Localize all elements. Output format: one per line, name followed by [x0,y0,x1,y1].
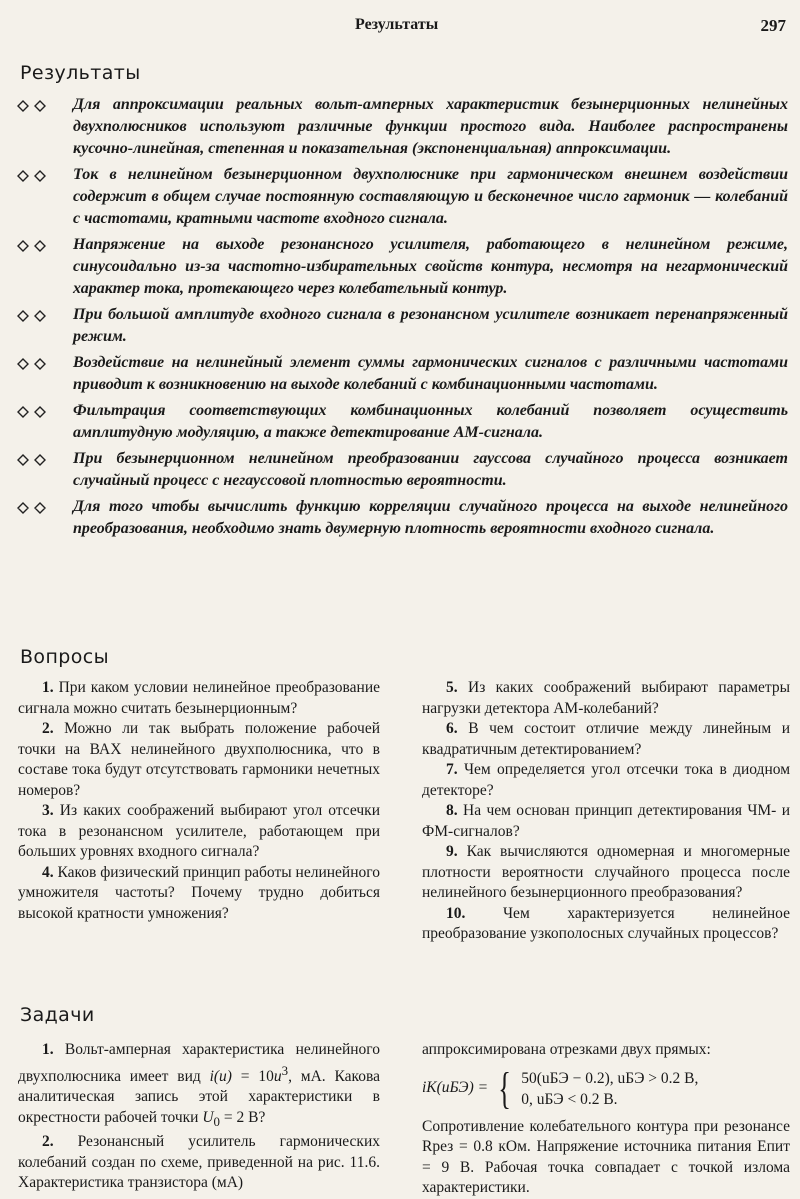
question-item: 7. Чем определяется угол отсечки тока в диодном детекторе? [422,761,791,799]
results-item [0,304,800,348]
results-item [0,234,800,300]
problem-continuation: аппроксимирована отрезками двух прямых: [422,1041,711,1058]
question-item: 6. В чем состоит отличие между линейным и квадратичным детектированием? [422,720,791,758]
results-item-text: При большой амплитуде входного сигнала в резонансном усилителе возникает перенапряженный режим. [73,306,788,345]
results-item [0,496,800,540]
questions-left-column [18,678,380,924]
double-diamond-icon [16,168,56,184]
results-item-text: При безынерционном нелинейном преобразовании гауссова случайного процесса возникает случайный процесс с негауссовой плотностью вероятности. [73,450,788,489]
results-item [0,400,800,444]
question-item: 5. Из каких соображений выбирают параметры нагрузки детектора АМ-колебаний? [422,679,791,717]
left-brace-icon: { [498,1063,511,1113]
results-item-text: Напряжение на выходе резонансного усилителя, работающего в нелинейном режиме, синусоидально из-за частотно-избирательных свойств контура, несмотря на негармонический характер тока, протекающего через колебательный контур. [73,236,788,297]
results-item [0,164,800,230]
problem-item: 2. Резонансный усилитель гармонических колебаний создан по схеме, приведенной на рис. 11.6. Характеристика транзистора (мА) [18,1133,381,1192]
running-head [0,14,800,36]
results-item-text: Для того чтобы вычислить функцию корреляции случайного процесса на выходе нелинейного преобразования, необходимо знать двумерную плотность вероятности входного сигнала. [73,498,788,537]
double-diamond-icon [16,452,56,468]
question-item: 8. На чем основан принцип детектирования ЧМ- и ФМ-сигналов? [422,802,791,840]
results-item-text: Ток в нелинейном безынерционном двухполюснике при гармоническом внешнем воздействии содержит в общем случае постоянную составляющую и бесконечное число гармоник — колебаний с частотами, кратными частоте входного сигнала. [73,166,788,227]
double-diamond-icon [16,238,56,254]
double-diamond-icon [16,500,56,516]
results-list [0,94,800,544]
questions-right-column [422,678,790,945]
question-item: 4. Каков физический принцип работы нелинейного умножителя частоты? Почему трудно добиться высокой кратности умножения? [18,863,380,922]
question-item: 3. Из каких соображений выбирают угол отсечки тока в резонансном усилителе, работающем при больших уровнях входного сигнала? [18,802,380,860]
question-item: 2. Можно ли так выбрать положение рабочей точки на ВАХ нелинейного двухполюсника, что в составе тока будут отсутствовать гармоники нечетных номеров? [18,720,380,799]
problems-left-column [18,1040,380,1194]
problems-right-column [422,1040,790,1199]
questions-heading: Вопросы [20,646,110,668]
results-item-text: Воздействие на нелинейный элемент суммы гармонических сигналов с различными частотами приводит к возникновению на выходе колебаний с комбинационными частотами. [73,354,788,393]
formula-case: 50(uБЭ − 0.2), uБЭ > 0.2 В, [521,1069,699,1087]
formula-case: 0, uБЭ < 0.2 В. [521,1090,618,1108]
results-item [0,94,800,160]
formula-lhs: iК(uБЭ) = [422,1079,489,1097]
results-heading: Результаты [20,62,141,84]
page-number: 297 [760,16,786,35]
question-item: 1. При каком условии нелинейное преобразование сигнала можно считать безынерционным? [18,679,381,717]
double-diamond-icon [16,356,56,372]
results-item [0,448,800,492]
question-item: 9. Как вычисляются одномерная и многомерные плотности вероятности случайного процесса после нелинейного безынерционного преобразования? [422,843,791,901]
problem-continuation-text: Сопротивление колебательного контура при резонансе Rрез = 0.8 кОм. Напряжение источника питания Eпит = 9 В. Рабочая точка совпадает с точкой излома характеристики. [422,1117,790,1196]
results-item-text: Фильтрация соответствующих комбинационных колебаний позволяет осуществить амплитудную модуляцию, а также детектирование АМ-сигнала. [73,402,788,441]
double-diamond-icon [16,308,56,324]
results-item [0,352,800,396]
question-item: 10. Чем характеризуется нелинейное преобразование узкополосных случайных процессов? [422,904,791,942]
double-diamond-icon [16,404,56,420]
running-head-title: Результаты [355,16,439,33]
piecewise-formula [422,1063,790,1113]
formula-cases [521,1068,698,1110]
results-item-text: Для аппроксимации реальных вольт-амперных характеристик безынерционных нелинейных двухполюсников используют различные функции простого вида. Наиболее распространены кусочно-линейная, степенная и показательная (экспоненциальная) аппроксимации. [73,96,788,157]
problem-item: 1. Вольт-амперная характеристика нелинейного двухполюсника имеет вид $i(u) = 10u^3$, мА. Какова аналитическая запись этой характеристики в окрестности рабочей точки $U_0 = 2$ В? [18,1041,381,1129]
double-diamond-icon [16,98,56,114]
problems-heading: Задачи [20,1004,95,1026]
